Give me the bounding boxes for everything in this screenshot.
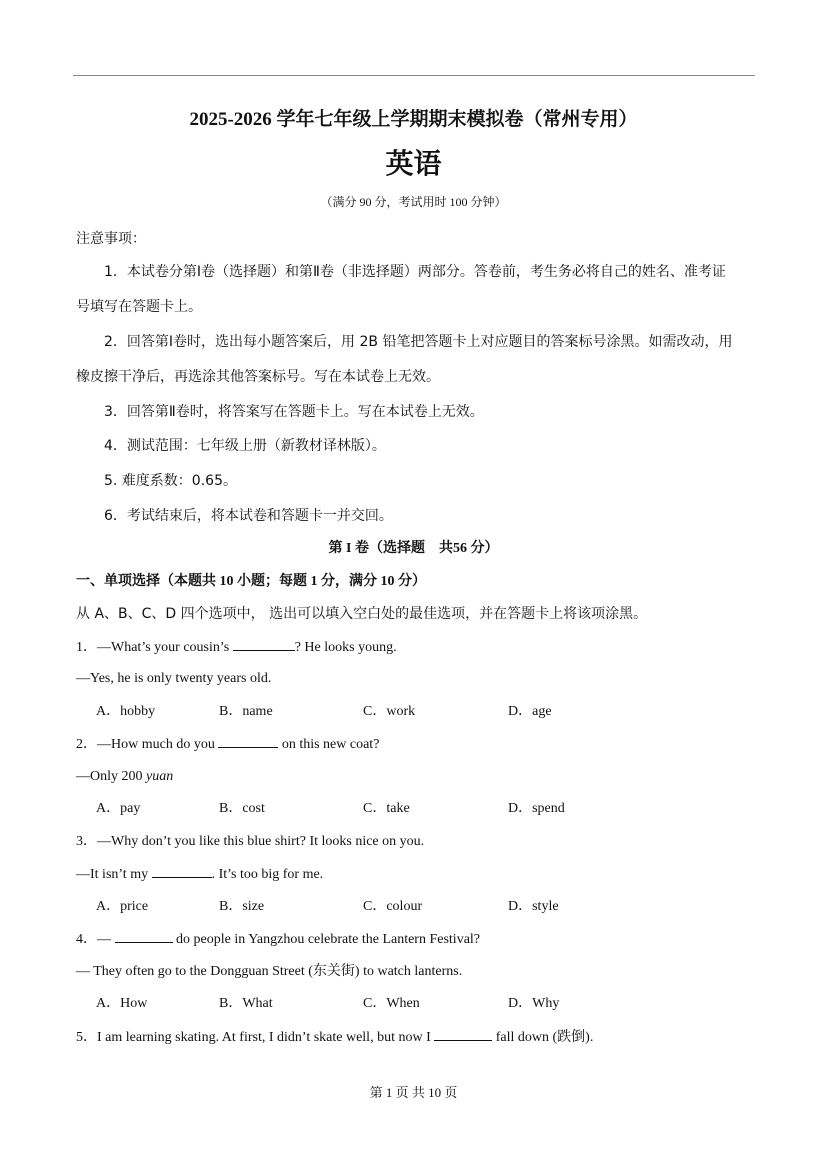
q4-option-a: A．How <box>96 996 148 1011</box>
question-4: 4．— do people in Yangzhou celebrate the Lantern Festival? <box>76 932 481 947</box>
note-1b: 号填写在答题卡上。 <box>76 299 202 315</box>
question-5: 5．I am learning skating. At first, I didn’t skate well, but now I fall down (跌倒). <box>76 1030 594 1045</box>
question-1: 1．—What’s your cousin’s ? He looks young. <box>76 640 397 655</box>
q4-option-b: B．What <box>219 996 273 1011</box>
question-2: 2．—How much do you on this new coat? <box>76 737 380 752</box>
answer-blank <box>218 735 278 748</box>
answer-blank <box>115 930 173 943</box>
q3-option-b: B．size <box>219 899 265 914</box>
subject-title: 英语 <box>385 147 442 180</box>
q3-option-c: C．colour <box>363 899 423 914</box>
note-2a: 2．回答第Ⅰ卷时，选出每小题答案后，用 2B 铅笔把答题卡上对应题目的答案标号涂黑。如需改动，用 <box>104 334 733 350</box>
q1-option-a: A．hobby <box>96 704 156 719</box>
q1-option-c: C．work <box>363 704 416 719</box>
answer-blank <box>233 638 295 651</box>
exam-info: （满分 90 分，考试用时 100 分钟） <box>320 195 507 209</box>
q1-option-b: B．name <box>219 704 273 719</box>
header-rule <box>73 75 755 76</box>
exam-title: 2025-2026 学年七年级上学期期末模拟卷（常州专用） <box>189 109 638 130</box>
part1-heading: 一、单项选择（本题共 10 小题；每题 1 分，满分 10 分） <box>76 574 426 589</box>
q1-option-d: D．age <box>508 704 552 719</box>
note-6: 6．考试结束后，将本试卷和答题卡一并交回。 <box>104 508 393 524</box>
question-3: 3．—Why don’t you like this blue shirt? It looks nice on you. <box>76 834 425 849</box>
page-number: 第 1 页 共 10 页 <box>369 1085 458 1100</box>
notes-heading: 注意事项： <box>76 231 146 247</box>
note-5: 5. 难度系数：0.65。 <box>104 473 237 489</box>
q2-option-b: B．cost <box>219 801 265 816</box>
q3-option-d: D．style <box>508 899 559 914</box>
q3-option-a: A．price <box>96 899 149 914</box>
answer-blank <box>152 865 212 878</box>
q2-option-d: D．spend <box>508 801 565 816</box>
note-4: 4．测试范围：七年级上册（新教材译林版）。 <box>104 438 386 454</box>
section-title: 第 I 卷（选择题 共56 分） <box>328 541 499 556</box>
q4-option-c: C．When <box>363 996 420 1011</box>
question-2-reply: —Only 200 yuan <box>76 769 174 784</box>
q2-option-c: C．take <box>363 801 410 816</box>
answer-blank <box>434 1028 492 1041</box>
note-2b: 橡皮擦干净后，再选涂其他答案标号。写在本试卷上无效。 <box>76 369 440 385</box>
note-1a: 1．本试卷分第Ⅰ卷（选择题）和第Ⅱ卷（非选择题）两部分。答卷前，考生务必将自己的姓名、准考证 <box>104 264 726 280</box>
question-1-reply: —Yes, he is only twenty years old. <box>76 671 272 686</box>
question-3-reply: —It isn’t my . It’s too big for me. <box>76 867 324 882</box>
q4-option-d: D．Why <box>508 996 560 1011</box>
note-3: 3．回答第Ⅱ卷时，将答案写在答题卡上。写在本试卷上无效。 <box>104 404 484 420</box>
question-4-reply: — They often go to the Dongguan Street (东关街) to watch lanterns. <box>76 964 463 979</box>
q2-option-a: A．pay <box>96 801 141 816</box>
part1-instruction: 从 A、B、C、D 四个选项中， 选出可以填入空白处的最佳选项，并在答题卡上将该项涂黑。 <box>76 606 648 622</box>
